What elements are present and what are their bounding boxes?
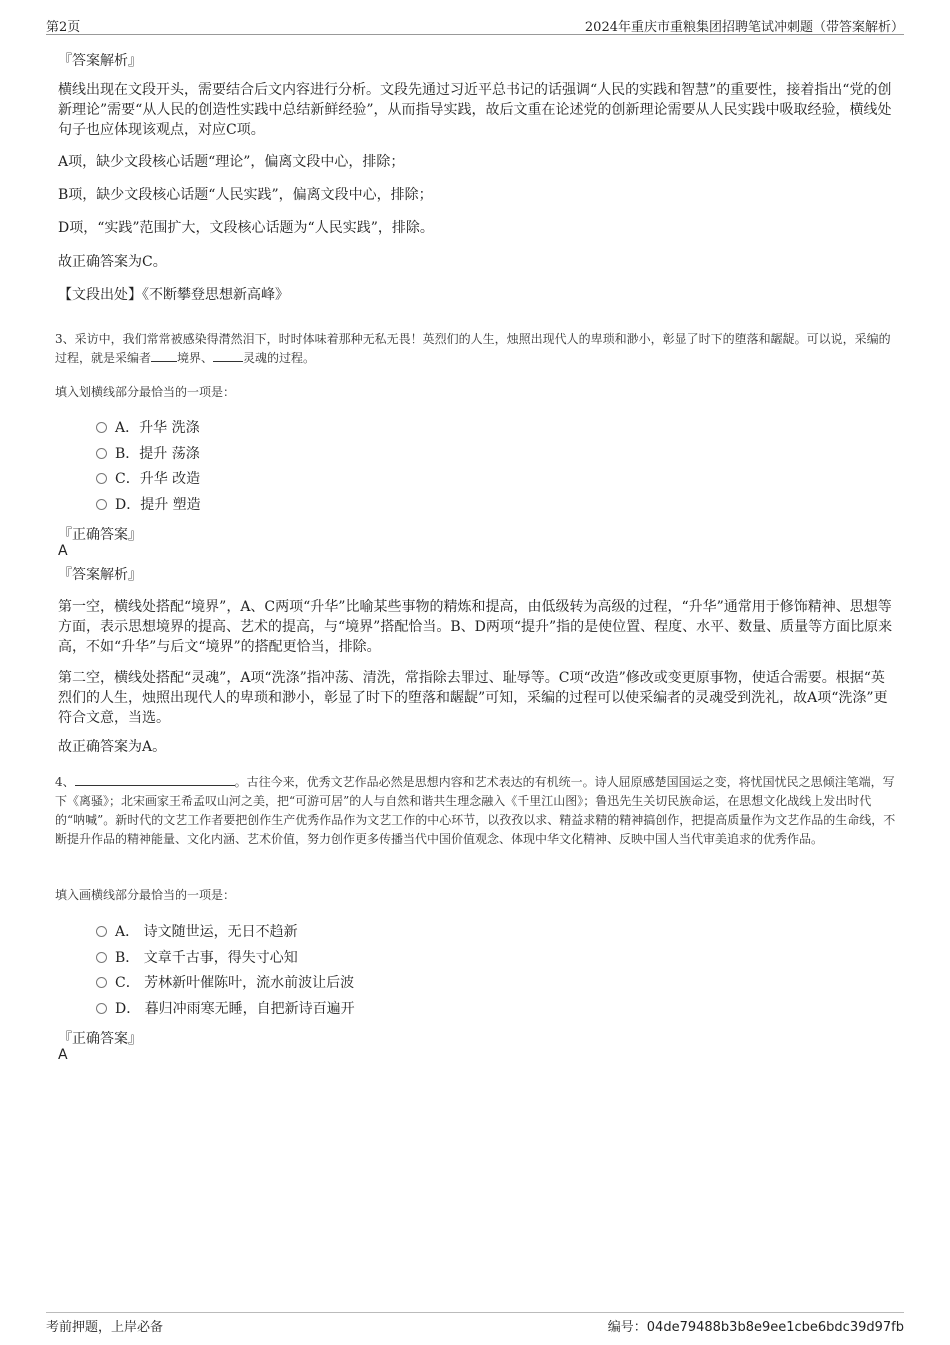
q3-conclusion: 故正确答案为A。 — [58, 739, 167, 755]
q3-option-a[interactable]: A．升华 洗涤 — [96, 418, 200, 438]
page-header — [46, 14, 904, 35]
q2-analysis-label: 『答案解析』 — [58, 53, 142, 69]
q4-answer: A — [58, 1047, 68, 1063]
q3-analysis-para2: 第二空，横线处搭配“灵魂”，A项“洗涤”指冲荡、清洗，常指除去罪过、耻辱等。C项“改造”修改或变更原事物，使适合需要。根据“英烈们的人生，烛照出现代人的卑琐和渺小，彰显了时下的堕落和龌龊”可知，采编的过程可以使采编者的灵魂受到洗礼，故A项“洗涤”更符合文意，当选。 — [58, 670, 888, 726]
q4-stem: 4、 。古往今来，优秀文艺作品必然是思想内容和艺术表达的有机统一。诗人屈原感楚国国运之变，将忧国忧民之思倾注笔端，写下《离骚》；北宋画家王希孟叹山河之美，把“可游可居”的人与自然和谐共生理念融入《千里江山图》；鲁迅先生关切民族命运，在思想文化战线上发出时代的“呐喊”。新时代的文艺工作者要把创作生产优秀作品作为文艺工作的中心环节，以孜孜以求、精益求精的精神搞创作，把提高质量作为文艺作品的生命线，不断提升作品的精神能量、文化内涵、艺术价值，努力创作更多传播当代中国价值观念、体现中华文化精神、反映中国人当代审美追求的优秀作品。 — [55, 775, 896, 846]
q4-answer-label: 『正确答案』 — [58, 1031, 142, 1047]
q3-answer-label: 『正确答案』 — [58, 527, 142, 543]
q3-analysis-para1: 第一空，横线处搭配“境界”，A、C两项“升华”比喻某些事物的精炼和提高，由低级转为高级的过程，“升华”通常用于修饰精神、思想等方面，表示思想境界的提高、艺术的提高，与“境界”搭配恰当。B、D两项“提升”指的是使位置、程度、水平、数量、质量等方面比原来高，不如“升华”与后文“境界”的搭配更恰当，排除。 — [58, 599, 893, 655]
radio-icon[interactable] — [96, 952, 107, 963]
page-footer — [46, 1312, 904, 1335]
q2-analysis-para3: B项，缺少文段核心话题“人民实践”，偏离文段中心，排除； — [58, 187, 433, 203]
radio-icon[interactable] — [96, 926, 107, 937]
q3-analysis-label: 『答案解析』 — [58, 567, 142, 583]
q3-option-c[interactable]: C．升华 改造 — [96, 469, 200, 489]
q2-analysis-para2: A项，缺少文段核心话题“理论”，偏离文段中心，排除； — [58, 154, 405, 170]
q4-option-d[interactable]: D． 暮归冲雨寒无睡，自把新诗百遍开 — [96, 999, 355, 1019]
radio-icon[interactable] — [96, 473, 107, 484]
q4-option-c[interactable]: C． 芳林新叶催陈叶，流水前波让后波 — [96, 973, 354, 993]
radio-icon[interactable] — [96, 1003, 107, 1014]
q4-option-a[interactable]: A． 诗文随世运，无日不趋新 — [96, 922, 298, 942]
document-id: 编号：04de79488b3b8e9ee1cbe6bdc39d97fb — [607, 1320, 904, 1335]
page-number: 第2页 — [46, 20, 81, 35]
q3-option-d[interactable]: D．提升 塑造 — [96, 495, 201, 515]
q2-analysis-para4: D项，“实践”范围扩大，文段核心话题为“人民实践”，排除。 — [58, 220, 434, 236]
radio-icon[interactable] — [96, 499, 107, 510]
q4-prompt: 填入画横线部分最恰当的一项是： — [55, 888, 236, 902]
q3-prompt: 填入划横线部分最恰当的一项是： — [55, 385, 236, 399]
footer-slogan: 考前押题，上岸必备 — [46, 1320, 164, 1335]
q2-analysis-para1: 横线出现在文段开头，需要结合后文内容进行分析。文段先通过习近平总书记的话强调“人民的实践和智慧”的重要性，接着指出“党的创新理论”需要“从人民的创造性实践中总结新鲜经验”，从而指导实践，故后文重在论述党的创新理论需要从人民实践中吸取经验，横线处句子也应体现该观点，对应C项。 — [58, 82, 892, 138]
q2-source: 【文段出处】《不断攀登思想新高峰》 — [58, 287, 289, 303]
radio-icon[interactable] — [96, 977, 107, 988]
q2-conclusion: 故正确答案为C。 — [58, 254, 167, 270]
q3-stem: 3、采访中，我们常常被感染得潸然泪下，时时体味着那种无私无畏！英烈们的人生，烛照出现代人的卑琐和渺小，彰显了时下的堕落和龌龊。可以说，采编的过程，就是采编者 境界、 灵魂的过程。 — [55, 332, 891, 365]
q3-answer: A — [58, 543, 68, 559]
radio-icon[interactable] — [96, 422, 107, 433]
q4-option-b[interactable]: B． 文章千古事，得失寸心知 — [96, 948, 298, 968]
q3-option-b[interactable]: B．提升 荡涤 — [96, 444, 200, 464]
document-title: 2024年重庆市重粮集团招聘笔试冲刺题（带答案解析） — [584, 20, 904, 35]
radio-icon[interactable] — [96, 448, 107, 459]
